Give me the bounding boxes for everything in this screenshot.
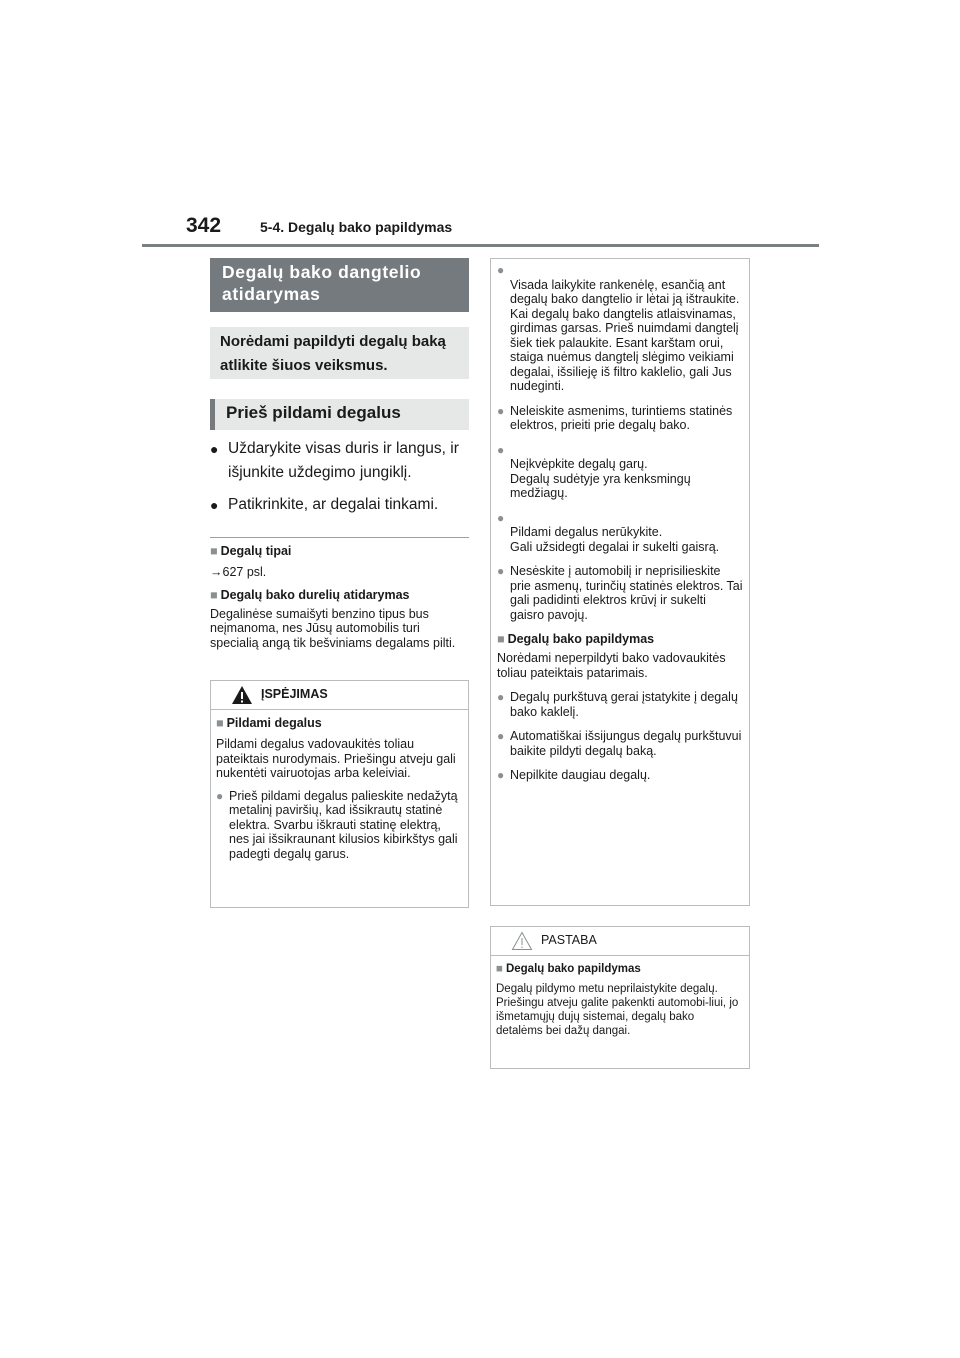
note-label: PASTABA — [541, 933, 597, 947]
warning-body — [211, 710, 468, 869]
fuel-types-title: ■ Degalų tipai — [210, 544, 292, 558]
refuel-title: ■ Degalų bako papildymas — [497, 632, 655, 646]
refuel-text: Norėdami neperpildyti bako vadovaukitės toliau pateiktais patarimais. — [497, 651, 726, 680]
list-item: ● Neįkvėpkite degalų garų. Degalų sudėtyje yra kenksmingų medžiagų. — [497, 442, 691, 500]
bullet-dot-icon: ● — [210, 497, 219, 513]
list-item: ● Visada laikykite rankenėlę, esančią ant degalų bako dangtelio ir lėtai ją ištraukite. Kai degalų bako dangtelis atlaisvinamas, girdimas garsas. Prieš nuimdami dangtelį šiek tiek palaukite. Esant karštam orui, staiga nuėmus dangtelį slėgimo veikiami degalai, išsilieję iš filtro kaklelio, gali Jus nudeginti. — [497, 263, 740, 393]
warning-label: ĮSPĖJIMAS — [261, 687, 328, 701]
bullet-dot-icon: ● — [210, 441, 219, 457]
caution-outline-icon — [511, 931, 533, 951]
note-body — [491, 956, 749, 1046]
circle-bullet-icon: ● — [497, 690, 505, 704]
subheading: Prieš pildami degalus — [210, 399, 469, 430]
door-title: ■ Degalų bako durelių atidarymas — [210, 587, 410, 602]
note-item-title: ■ Degalų bako papildymas — [496, 963, 641, 975]
right-column — [490, 258, 750, 1069]
list-item: ● Neleiskite asmenims, turintiems statinės elektros, prieiti prie degalų bako. — [497, 403, 733, 432]
header-rule — [142, 244, 819, 247]
list-item: ● Automatiškai išsijungus degalų purkštuvui baikite pildyti degalų baką. — [497, 729, 742, 758]
list-item: ● Nesėskite į automobilį ir neprisilieskite prie asmenų, turinčių statinės elektros. Tai gali padidinti elektros krūvį ir sukelti gaisro pavojų. — [497, 564, 743, 622]
note-header — [491, 927, 749, 956]
warning-header — [211, 681, 468, 710]
list-item: ● Uždarykite visas duris ir langus, ir išjunkite uždegimo jungiklį. — [210, 437, 469, 485]
square-bullet-icon: ■ — [210, 587, 218, 602]
circle-bullet-icon: ● — [497, 263, 505, 277]
fuel-types-ref: →627 psl. — [210, 565, 267, 579]
main-heading: Degalų bako dangtelio atidarymas — [210, 258, 469, 312]
square-bullet-icon: ■ — [216, 716, 224, 730]
left-column — [210, 258, 469, 908]
list-item: ● Prieš pildami degalus palieskite nedažytą metalinį paviršių, kad išsikrautų statinė elektra. Svarbu iškrauti statinę elektrą, nes jai išsikraunant kilusios kibirkštys gali padegti degalų garus. — [216, 788, 458, 861]
note-box — [490, 926, 750, 1069]
circle-bullet-icon: ● — [497, 403, 505, 418]
list-item: ● Pildami degalus nerūkykite. Gali užsidegti degalai ir sukelti gaisrą. — [497, 510, 720, 554]
door-text: Degalinėse sumaišyti benzino tipus bus neįmanoma, nes Jūsų automobilis turi specialią angą tik bešviniams degalams pilti. — [210, 606, 456, 650]
note-text: Degalų pildymo metu neprilaistykite degalų. Priešingu atveju galite pakenkti automobi-liui, jo išmetamųjų dujų sistemai, degalų bako detalėms bei dažų dangai. — [496, 983, 739, 1037]
circle-bullet-icon: ● — [216, 788, 224, 803]
square-bullet-icon: ■ — [496, 963, 503, 975]
circle-bullet-icon: ● — [497, 768, 505, 782]
warning-icon — [231, 685, 253, 705]
circle-bullet-icon: ● — [497, 729, 505, 743]
warning-continued-box — [490, 258, 750, 906]
list-item: ● Patikrinkite, ar degalai tinkami. — [210, 493, 469, 517]
divider — [210, 537, 469, 538]
circle-bullet-icon: ● — [497, 442, 505, 457]
bullet-list — [210, 437, 469, 517]
page-number: 342 — [186, 214, 222, 237]
list-item: ● Degalų purkštuvą gerai įstatykite į degalų bako kaklelį. — [497, 690, 738, 719]
intro-band: Norėdami papildyti degalų baką atlikite šiuos veiksmus. — [210, 327, 469, 379]
section-title: 5-4. Degalų bako papildymas — [260, 219, 453, 235]
warning-box — [210, 680, 469, 908]
square-bullet-icon: ■ — [210, 544, 218, 558]
list-item: ● Nepilkite daugiau degalų. — [497, 768, 651, 782]
warning-item-title: ■ Pildami degalus — [216, 716, 322, 730]
circle-bullet-icon: ● — [497, 564, 505, 578]
circle-bullet-icon: ● — [497, 510, 505, 525]
square-bullet-icon: ■ — [497, 632, 505, 646]
warning-item-text: Pildami degalus vadovaukitės toliau pateiktais nurodymais. Priešingu atveju gali nukentėti vairuotojas arba keleiviai. — [216, 737, 456, 780]
